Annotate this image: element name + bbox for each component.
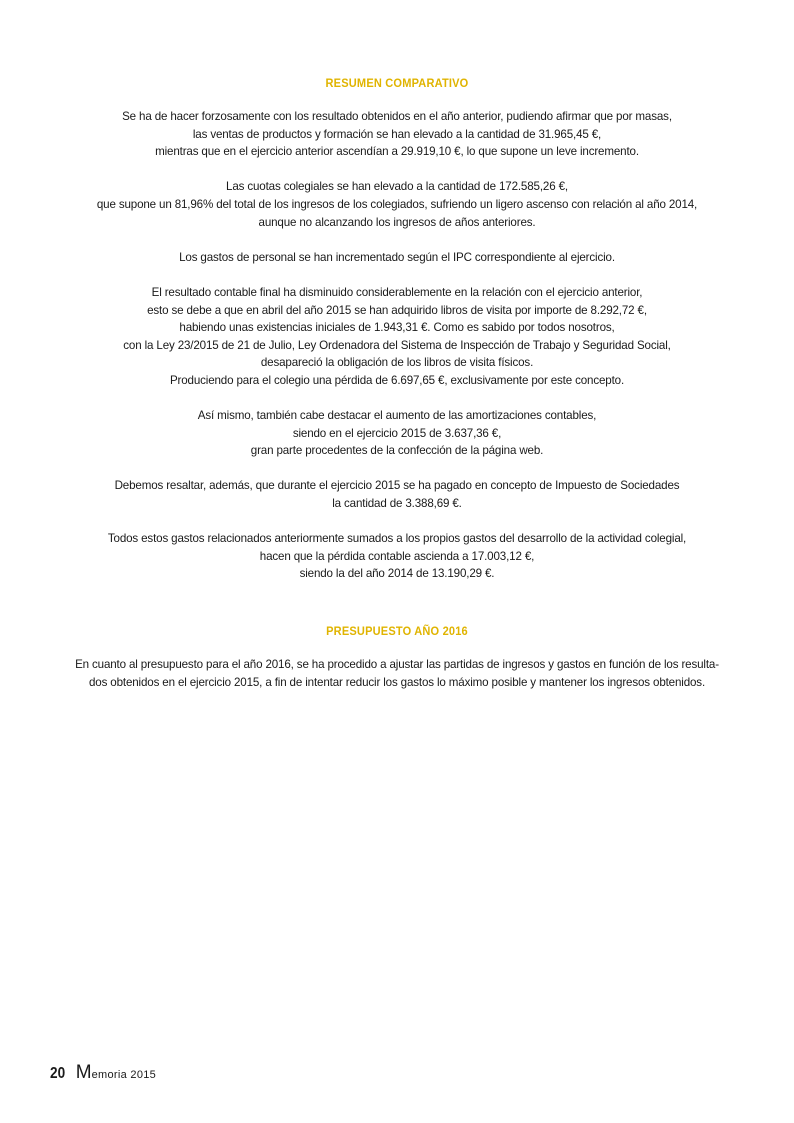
- text-line: Debemos resaltar, además, que durante el ejercicio 2015 se ha pagado en concepto de Impuesto de Sociedades: [114, 479, 680, 493]
- text-line: siendo en el ejercicio 2015 de 3.637,36 €,: [292, 426, 502, 440]
- text-line: gran parte procedentes de la confección de la página web.: [250, 444, 544, 458]
- page-number: 20: [50, 1065, 66, 1082]
- text-line: que supone un 81,96% del total de los ingresos de los colegiados, sufriendo un ligero ascenso con relación al año 2014,: [96, 197, 698, 211]
- text-line: la cantidad de 3.388,69 €.: [332, 497, 462, 511]
- text-line: En cuanto al presupuesto para el año 2016, se ha procedido a ajustar las partidas de ingresos y gastos en función de los resulta-: [75, 658, 719, 671]
- section-heading-resumen: RESUMEN COMPARATIVO: [325, 76, 469, 90]
- text-line: desapareció la obligación de los libros de visita físicos.: [260, 356, 534, 370]
- text-line: las ventas de productos y formación se han elevado a la cantidad de 31.965,45 €,: [192, 127, 602, 141]
- paragraph: [40, 108, 754, 161]
- footer-title-rest: emoria 2015: [91, 1069, 157, 1081]
- text-line: aunque no alcanzando los ingresos de años anteriores.: [258, 215, 536, 229]
- paragraph: [40, 249, 754, 267]
- paragraph: [40, 178, 754, 231]
- paragraph: [40, 656, 754, 691]
- page-footer: [50, 1062, 156, 1084]
- paragraph: [40, 477, 754, 512]
- paragraph: [40, 407, 754, 460]
- section-heading-presupuesto: PRESUPUESTO AÑO 2016: [326, 624, 468, 638]
- text-line: El resultado contable final ha disminuido considerablemente en la relación con el ejercicio anterior,: [151, 285, 643, 299]
- text-line: Las cuotas colegiales se han elevado a la cantidad de 172.585,26 €,: [226, 180, 568, 194]
- text-line: siendo la del año 2014 de 13.190,29 €.: [299, 567, 495, 581]
- paragraph: [40, 284, 754, 390]
- paragraph: [40, 530, 754, 583]
- text-line: Todos estos gastos relacionados anteriormente sumados a los propios gastos del desarrollo de la actividad colegial,: [107, 532, 687, 546]
- text-line: dos obtenidos en el ejercicio 2015, a fin de intentar reducir los gastos lo máximo posible y mantener los ingresos obtenidos.: [88, 675, 706, 689]
- text-line: Se ha de hacer forzosamente con los resultado obtenidos en el año anterior, pudiendo afirmar que por masas,: [122, 110, 672, 123]
- text-line: hacen que la pérdida contable ascienda a 17.003,12 €,: [259, 549, 535, 563]
- text-line: Produciendo para el colegio una pérdida de 6.697,65 €, exclusivamente por este concepto.: [169, 373, 625, 387]
- footer-title-initial: M: [75, 1062, 92, 1083]
- text-line: mientras que en el ejercicio anterior ascendían a 29.919,10 €, lo que supone un leve incremento.: [155, 145, 639, 159]
- presupuesto-body: [40, 656, 754, 709]
- text-line: Los gastos de personal se han incrementado según el IPC correspondiente al ejercicio.: [179, 250, 615, 264]
- footer-title: [76, 1062, 156, 1084]
- text-line: esto se debe a que en abril del año 2015 se han adquirido libros de visita por importe de 8.292,72 €,: [147, 303, 647, 317]
- text-line: Así mismo, también cabe destacar el aumento de las amortizaciones contables,: [197, 409, 597, 423]
- text-line: con la Ley 23/2015 de 21 de Julio, Ley Ordenadora del Sistema de Inspección de Trabajo y Seguridad Social,: [123, 338, 671, 352]
- text-line: habiendo unas existencias iniciales de 1.943,31 €. Como es sabido por todos nosotros,: [179, 321, 615, 335]
- resumen-body: [40, 108, 754, 601]
